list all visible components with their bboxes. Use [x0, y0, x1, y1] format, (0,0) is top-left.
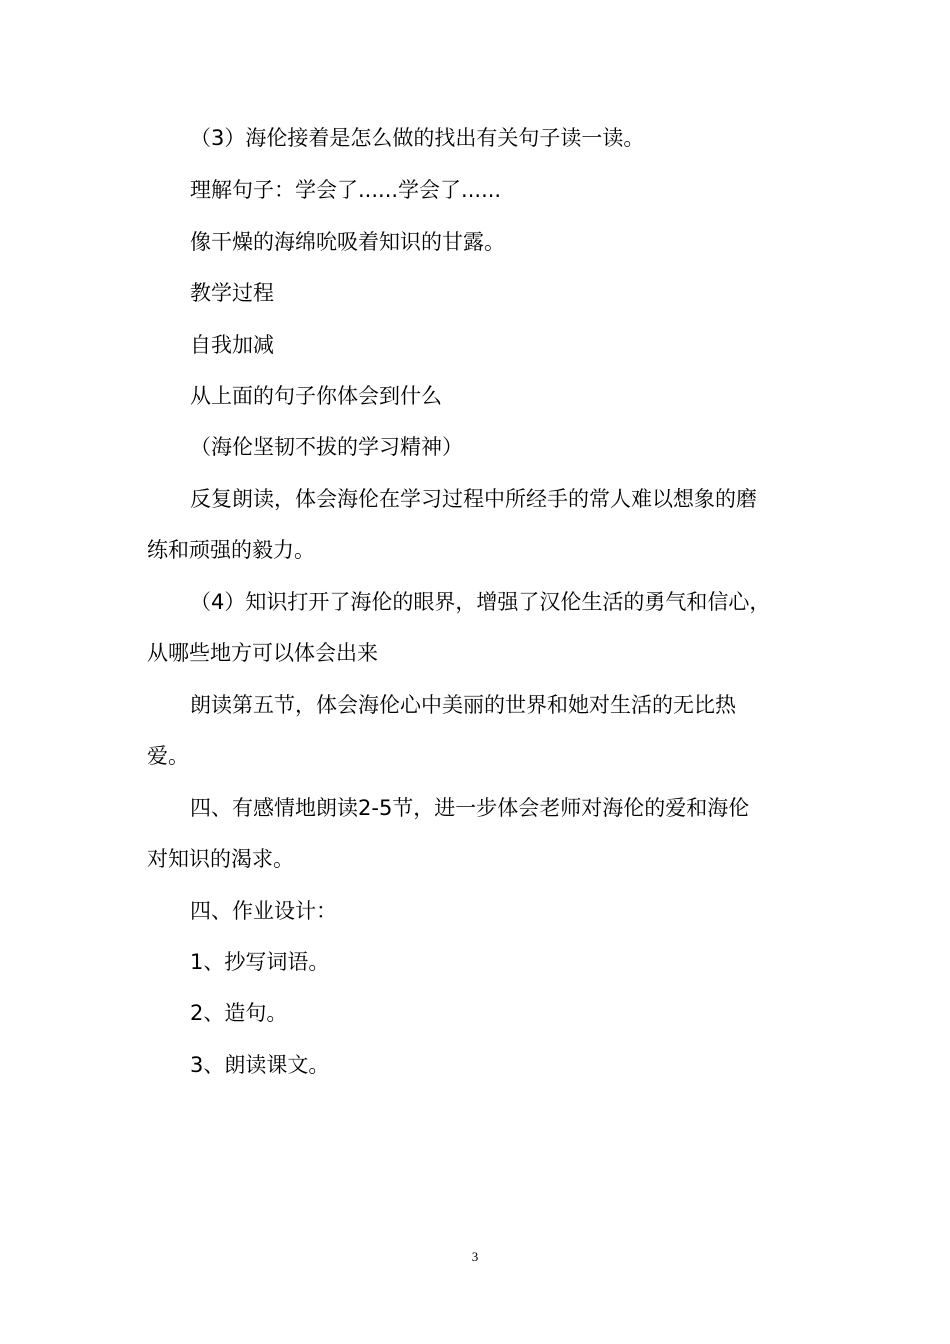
paragraph-line: 对知识的渴求。: [147, 847, 294, 871]
paragraph-line: 朗读第五节，体会海伦心中美丽的世界和她对生活的无比热: [190, 693, 736, 717]
paragraph-line: 自我加减: [190, 333, 274, 357]
paragraph-line: （4）知识打开了海伦的眼界，增强了汉伦生活的勇气和信心，: [190, 590, 771, 614]
paragraph-line: （海伦坚韧不拔的学习精神）: [190, 435, 463, 459]
paragraph-line: 从哪些地方可以体会出来: [147, 641, 378, 665]
paragraph-line: 像干燥的海绵吮吸着知识的甘露。: [190, 230, 505, 254]
paragraph-line: 爱。: [147, 744, 189, 768]
page-number: 3: [471, 1249, 479, 1264]
list-item: 3、朗读课文。: [190, 1053, 330, 1077]
list-item: 1、抄写词语。: [190, 950, 330, 974]
paragraph-line: 练和顽强的毅力。: [147, 538, 315, 562]
paragraph-line: （3）海伦接着是怎么做的找出有关句子读一读。: [190, 126, 645, 150]
paragraph-line: 从上面的句子你体会到什么: [190, 384, 442, 408]
paragraph-line: 反复朗读，体会海伦在学习过程中所经手的常人难以想象的磨: [190, 487, 757, 511]
paragraph-line: 理解句子：学会了......学会了......: [190, 178, 502, 202]
list-item: 2、造句。: [190, 1001, 288, 1025]
paragraph-line: 四、有感情地朗读2-5节，进一步体会老师对海伦的爱和海伦: [190, 796, 750, 820]
section-heading: 四、作业设计：: [190, 899, 337, 923]
section-heading: 教学过程: [190, 281, 274, 305]
